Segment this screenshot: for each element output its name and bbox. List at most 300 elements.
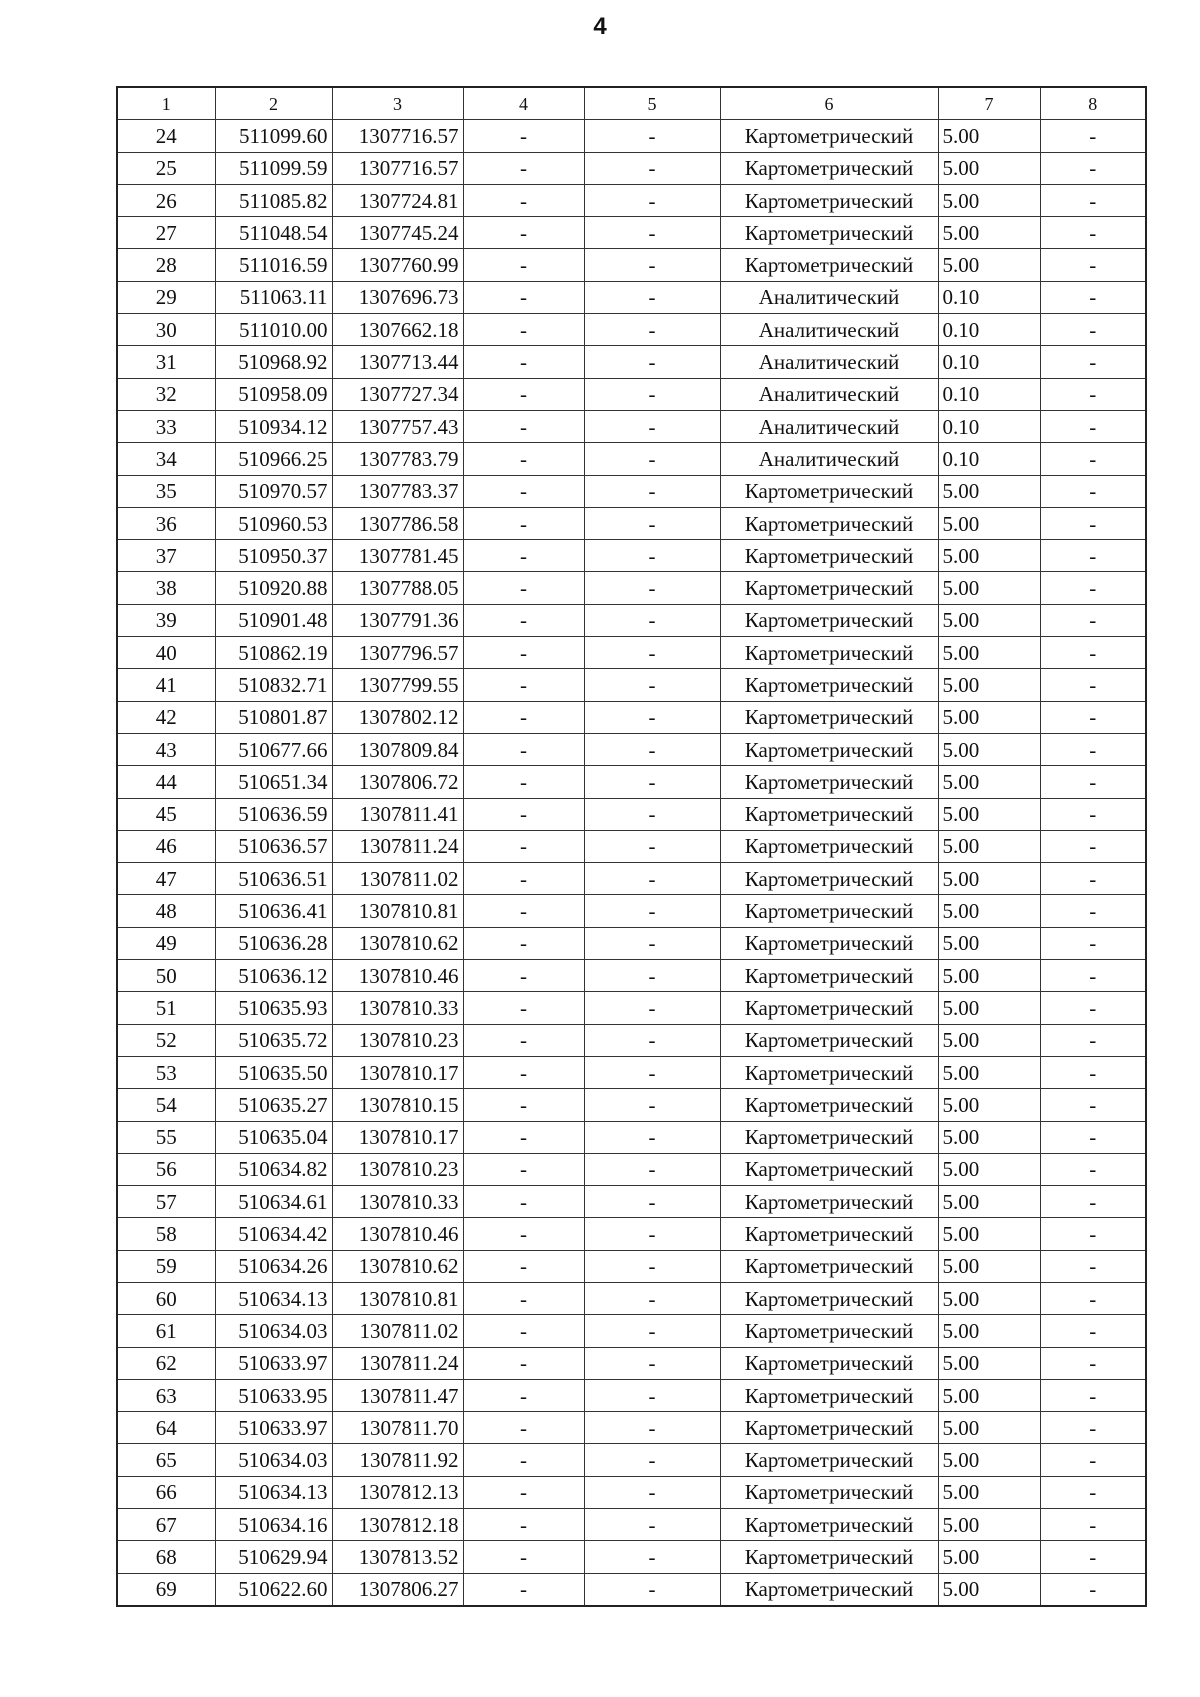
table-row (117, 1089, 1146, 1121)
x-coordinate-cell: 510950.37 (215, 540, 332, 572)
y-coordinate-cell: 1307786.58 (332, 507, 463, 539)
accuracy-cell: 0.10 (938, 346, 1040, 378)
y-coordinate-cell: 1307757.43 (332, 410, 463, 442)
table-row (117, 863, 1146, 895)
column-4-cell: - (463, 992, 584, 1024)
method-cell: Картометрический (720, 927, 938, 959)
point-number-cell: 50 (117, 960, 215, 992)
column-8-cell: - (1040, 1056, 1146, 1088)
column-8-cell: - (1040, 184, 1146, 216)
method-cell: Картометрический (720, 830, 938, 862)
column-4-cell: - (463, 927, 584, 959)
column-4-cell: - (463, 733, 584, 765)
table-body (117, 120, 1146, 1606)
method-cell: Картометрический (720, 249, 938, 281)
accuracy-cell: 5.00 (938, 701, 1040, 733)
x-coordinate-cell: 510970.57 (215, 475, 332, 507)
table-row (117, 152, 1146, 184)
accuracy-cell: 5.00 (938, 1347, 1040, 1379)
column-4-cell: - (463, 1347, 584, 1379)
column-4-cell: - (463, 1186, 584, 1218)
column-8-cell: - (1040, 766, 1146, 798)
y-coordinate-cell: 1307813.52 (332, 1541, 463, 1573)
x-coordinate-cell: 510634.61 (215, 1186, 332, 1218)
x-coordinate-cell: 510968.92 (215, 346, 332, 378)
method-cell: Картометрический (720, 1056, 938, 1088)
column-4-cell: - (463, 507, 584, 539)
point-number-cell: 36 (117, 507, 215, 539)
column-5-cell: - (584, 1315, 720, 1347)
x-coordinate-cell: 511099.60 (215, 120, 332, 152)
point-number-cell: 61 (117, 1315, 215, 1347)
y-coordinate-cell: 1307806.27 (332, 1573, 463, 1606)
column-5-cell: - (584, 1379, 720, 1411)
y-coordinate-cell: 1307810.81 (332, 1282, 463, 1314)
method-cell: Картометрический (720, 960, 938, 992)
method-cell: Картометрический (720, 475, 938, 507)
x-coordinate-cell: 510622.60 (215, 1573, 332, 1606)
accuracy-cell: 5.00 (938, 1476, 1040, 1508)
table-row (117, 540, 1146, 572)
column-4-cell: - (463, 572, 584, 604)
point-number-cell: 28 (117, 249, 215, 281)
table-row (117, 475, 1146, 507)
y-coordinate-cell: 1307810.33 (332, 992, 463, 1024)
column-8-cell: - (1040, 830, 1146, 862)
column-8-cell: - (1040, 1444, 1146, 1476)
method-cell: Аналитический (720, 410, 938, 442)
accuracy-cell: 5.00 (938, 249, 1040, 281)
column-5-cell: - (584, 249, 720, 281)
column-5-cell: - (584, 1218, 720, 1250)
column-4-cell: - (463, 863, 584, 895)
column-4-cell: - (463, 798, 584, 830)
column-4-cell: - (463, 314, 584, 346)
x-coordinate-cell: 510636.57 (215, 830, 332, 862)
column-8-cell: - (1040, 152, 1146, 184)
column-5-cell: - (584, 830, 720, 862)
x-coordinate-cell: 510801.87 (215, 701, 332, 733)
x-coordinate-cell: 510633.97 (215, 1347, 332, 1379)
method-cell: Картометрический (720, 1509, 938, 1541)
table-row (117, 701, 1146, 733)
x-coordinate-cell: 510633.95 (215, 1379, 332, 1411)
table-row (117, 992, 1146, 1024)
x-coordinate-cell: 510634.13 (215, 1282, 332, 1314)
point-number-cell: 53 (117, 1056, 215, 1088)
accuracy-cell: 5.00 (938, 184, 1040, 216)
method-cell: Картометрический (720, 1476, 938, 1508)
x-coordinate-cell: 511010.00 (215, 314, 332, 346)
point-number-cell: 64 (117, 1412, 215, 1444)
x-coordinate-cell: 510634.03 (215, 1315, 332, 1347)
method-cell: Картометрический (720, 637, 938, 669)
column-8-cell: - (1040, 1476, 1146, 1508)
column-5-cell: - (584, 604, 720, 636)
accuracy-cell: 5.00 (938, 507, 1040, 539)
accuracy-cell: 5.00 (938, 1218, 1040, 1250)
y-coordinate-cell: 1307727.34 (332, 378, 463, 410)
x-coordinate-cell: 510636.12 (215, 960, 332, 992)
column-4-cell: - (463, 346, 584, 378)
column-4-cell: - (463, 281, 584, 313)
accuracy-cell: 5.00 (938, 1573, 1040, 1606)
column-4-cell: - (463, 184, 584, 216)
column-4-cell: - (463, 1541, 584, 1573)
column-4-cell: - (463, 1315, 584, 1347)
column-4-cell: - (463, 895, 584, 927)
x-coordinate-cell: 510901.48 (215, 604, 332, 636)
y-coordinate-cell: 1307716.57 (332, 120, 463, 152)
column-8-cell: - (1040, 1218, 1146, 1250)
table-row (117, 927, 1146, 959)
method-cell: Картометрический (720, 1121, 938, 1153)
column-5-cell: - (584, 1089, 720, 1121)
column-8-cell: - (1040, 733, 1146, 765)
method-cell: Аналитический (720, 346, 938, 378)
column-8-cell: - (1040, 1379, 1146, 1411)
column-8-cell: - (1040, 1315, 1146, 1347)
column-8-cell: - (1040, 863, 1146, 895)
x-coordinate-cell: 510651.34 (215, 766, 332, 798)
accuracy-cell: 5.00 (938, 1509, 1040, 1541)
column-4-cell: - (463, 1153, 584, 1185)
point-number-cell: 38 (117, 572, 215, 604)
point-number-cell: 42 (117, 701, 215, 733)
accuracy-cell: 5.00 (938, 637, 1040, 669)
column-5-cell: - (584, 733, 720, 765)
x-coordinate-cell: 510635.27 (215, 1089, 332, 1121)
method-cell: Аналитический (720, 443, 938, 475)
method-cell: Картометрический (720, 217, 938, 249)
accuracy-cell: 5.00 (938, 1315, 1040, 1347)
column-5-cell: - (584, 1476, 720, 1508)
y-coordinate-cell: 1307811.47 (332, 1379, 463, 1411)
point-number-cell: 68 (117, 1541, 215, 1573)
column-5-cell: - (584, 992, 720, 1024)
y-coordinate-cell: 1307810.15 (332, 1089, 463, 1121)
point-number-cell: 55 (117, 1121, 215, 1153)
x-coordinate-cell: 510633.97 (215, 1412, 332, 1444)
column-5-cell: - (584, 184, 720, 216)
method-cell: Картометрический (720, 184, 938, 216)
y-coordinate-cell: 1307811.41 (332, 798, 463, 830)
accuracy-cell: 5.00 (938, 798, 1040, 830)
table-row (117, 410, 1146, 442)
point-number-cell: 56 (117, 1153, 215, 1185)
table-row (117, 314, 1146, 346)
column-8-cell: - (1040, 120, 1146, 152)
column-5-cell: - (584, 1056, 720, 1088)
accuracy-cell: 5.00 (938, 1186, 1040, 1218)
column-5-cell: - (584, 120, 720, 152)
accuracy-cell: 5.00 (938, 1541, 1040, 1573)
column-5-cell: - (584, 701, 720, 733)
column-header: 4 (463, 87, 584, 120)
column-4-cell: - (463, 766, 584, 798)
method-cell: Картометрический (720, 798, 938, 830)
column-4-cell: - (463, 960, 584, 992)
column-5-cell: - (584, 1153, 720, 1185)
table-row (117, 443, 1146, 475)
accuracy-cell: 5.00 (938, 475, 1040, 507)
table-row (117, 346, 1146, 378)
y-coordinate-cell: 1307810.33 (332, 1186, 463, 1218)
column-5-cell: - (584, 378, 720, 410)
table-row (117, 1573, 1146, 1606)
column-8-cell: - (1040, 927, 1146, 959)
column-5-cell: - (584, 507, 720, 539)
accuracy-cell: 0.10 (938, 410, 1040, 442)
column-8-cell: - (1040, 960, 1146, 992)
method-cell: Картометрический (720, 152, 938, 184)
x-coordinate-cell: 510634.13 (215, 1476, 332, 1508)
method-cell: Картометрический (720, 1573, 938, 1606)
x-coordinate-cell: 510966.25 (215, 443, 332, 475)
x-coordinate-cell: 511048.54 (215, 217, 332, 249)
column-8-cell: - (1040, 314, 1146, 346)
accuracy-cell: 0.10 (938, 281, 1040, 313)
accuracy-cell: 5.00 (938, 830, 1040, 862)
point-number-cell: 54 (117, 1089, 215, 1121)
x-coordinate-cell: 510634.82 (215, 1153, 332, 1185)
y-coordinate-cell: 1307811.02 (332, 863, 463, 895)
x-coordinate-cell: 511063.11 (215, 281, 332, 313)
x-coordinate-cell: 510832.71 (215, 669, 332, 701)
column-header: 8 (1040, 87, 1146, 120)
y-coordinate-cell: 1307806.72 (332, 766, 463, 798)
table-row (117, 281, 1146, 313)
point-number-cell: 49 (117, 927, 215, 959)
table-row (117, 766, 1146, 798)
x-coordinate-cell: 510629.94 (215, 1541, 332, 1573)
column-5-cell: - (584, 1509, 720, 1541)
accuracy-cell: 5.00 (938, 120, 1040, 152)
column-5-cell: - (584, 766, 720, 798)
column-8-cell: - (1040, 1250, 1146, 1282)
accuracy-cell: 5.00 (938, 540, 1040, 572)
table-row (117, 830, 1146, 862)
table-row (117, 1444, 1146, 1476)
method-cell: Картометрический (720, 1024, 938, 1056)
column-4-cell: - (463, 637, 584, 669)
method-cell: Картометрический (720, 1315, 938, 1347)
point-number-cell: 33 (117, 410, 215, 442)
x-coordinate-cell: 510635.93 (215, 992, 332, 1024)
x-coordinate-cell: 510635.04 (215, 1121, 332, 1153)
y-coordinate-cell: 1307809.84 (332, 733, 463, 765)
y-coordinate-cell: 1307810.17 (332, 1056, 463, 1088)
accuracy-cell: 0.10 (938, 443, 1040, 475)
y-coordinate-cell: 1307810.62 (332, 1250, 463, 1282)
column-header: 2 (215, 87, 332, 120)
y-coordinate-cell: 1307810.23 (332, 1153, 463, 1185)
y-coordinate-cell: 1307811.70 (332, 1412, 463, 1444)
y-coordinate-cell: 1307812.18 (332, 1509, 463, 1541)
table-row (117, 217, 1146, 249)
column-8-cell: - (1040, 1541, 1146, 1573)
column-5-cell: - (584, 1444, 720, 1476)
column-4-cell: - (463, 1509, 584, 1541)
method-cell: Аналитический (720, 378, 938, 410)
y-coordinate-cell: 1307810.81 (332, 895, 463, 927)
point-number-cell: 57 (117, 1186, 215, 1218)
column-4-cell: - (463, 540, 584, 572)
accuracy-cell: 5.00 (938, 863, 1040, 895)
method-cell: Картометрический (720, 507, 938, 539)
table-row (117, 1153, 1146, 1185)
column-4-cell: - (463, 443, 584, 475)
column-5-cell: - (584, 863, 720, 895)
point-number-cell: 43 (117, 733, 215, 765)
column-8-cell: - (1040, 701, 1146, 733)
y-coordinate-cell: 1307799.55 (332, 669, 463, 701)
column-header: 6 (720, 87, 938, 120)
column-5-cell: - (584, 475, 720, 507)
y-coordinate-cell: 1307796.57 (332, 637, 463, 669)
accuracy-cell: 5.00 (938, 217, 1040, 249)
table-row (117, 1476, 1146, 1508)
table-row (117, 184, 1146, 216)
method-cell: Картометрический (720, 766, 938, 798)
column-8-cell: - (1040, 540, 1146, 572)
y-coordinate-cell: 1307788.05 (332, 572, 463, 604)
column-8-cell: - (1040, 1573, 1146, 1606)
table-row (117, 1056, 1146, 1088)
point-number-cell: 37 (117, 540, 215, 572)
page-number: 4 (593, 13, 607, 40)
x-coordinate-cell: 510636.59 (215, 798, 332, 830)
column-4-cell: - (463, 701, 584, 733)
point-number-cell: 27 (117, 217, 215, 249)
method-cell: Картометрический (720, 1412, 938, 1444)
column-5-cell: - (584, 927, 720, 959)
table-row (117, 1121, 1146, 1153)
column-4-cell: - (463, 378, 584, 410)
accuracy-cell: 5.00 (938, 733, 1040, 765)
accuracy-cell: 5.00 (938, 1412, 1040, 1444)
point-number-cell: 51 (117, 992, 215, 1024)
column-8-cell: - (1040, 1121, 1146, 1153)
y-coordinate-cell: 1307811.24 (332, 1347, 463, 1379)
y-coordinate-cell: 1307783.79 (332, 443, 463, 475)
x-coordinate-cell: 510934.12 (215, 410, 332, 442)
x-coordinate-cell: 510958.09 (215, 378, 332, 410)
column-8-cell: - (1040, 249, 1146, 281)
table-row (117, 1541, 1146, 1573)
column-header: 5 (584, 87, 720, 120)
point-number-cell: 60 (117, 1282, 215, 1314)
table-row (117, 1347, 1146, 1379)
y-coordinate-cell: 1307810.17 (332, 1121, 463, 1153)
column-8-cell: - (1040, 346, 1146, 378)
column-8-cell: - (1040, 1347, 1146, 1379)
point-number-cell: 46 (117, 830, 215, 862)
column-4-cell: - (463, 1250, 584, 1282)
method-cell: Картометрический (720, 863, 938, 895)
column-4-cell: - (463, 604, 584, 636)
accuracy-cell: 5.00 (938, 669, 1040, 701)
accuracy-cell: 5.00 (938, 1379, 1040, 1411)
accuracy-cell: 5.00 (938, 1121, 1040, 1153)
column-5-cell: - (584, 1024, 720, 1056)
point-number-cell: 30 (117, 314, 215, 346)
accuracy-cell: 0.10 (938, 378, 1040, 410)
y-coordinate-cell: 1307781.45 (332, 540, 463, 572)
y-coordinate-cell: 1307810.23 (332, 1024, 463, 1056)
column-8-cell: - (1040, 1509, 1146, 1541)
point-number-cell: 59 (117, 1250, 215, 1282)
table-row (117, 572, 1146, 604)
column-4-cell: - (463, 1476, 584, 1508)
column-5-cell: - (584, 314, 720, 346)
accuracy-cell: 5.00 (938, 1444, 1040, 1476)
x-coordinate-cell: 511085.82 (215, 184, 332, 216)
table-row (117, 1024, 1146, 1056)
column-4-cell: - (463, 217, 584, 249)
table-row (117, 960, 1146, 992)
y-coordinate-cell: 1307810.46 (332, 960, 463, 992)
x-coordinate-cell: 510960.53 (215, 507, 332, 539)
column-header: 1 (117, 87, 215, 120)
column-5-cell: - (584, 1347, 720, 1379)
point-number-cell: 58 (117, 1218, 215, 1250)
y-coordinate-cell: 1307812.13 (332, 1476, 463, 1508)
column-8-cell: - (1040, 992, 1146, 1024)
column-4-cell: - (463, 669, 584, 701)
column-5-cell: - (584, 1573, 720, 1606)
x-coordinate-cell: 510677.66 (215, 733, 332, 765)
column-8-cell: - (1040, 410, 1146, 442)
point-number-cell: 66 (117, 1476, 215, 1508)
column-4-cell: - (463, 1024, 584, 1056)
y-coordinate-cell: 1307713.44 (332, 346, 463, 378)
column-8-cell: - (1040, 443, 1146, 475)
point-number-cell: 26 (117, 184, 215, 216)
column-8-cell: - (1040, 1186, 1146, 1218)
method-cell: Картометрический (720, 120, 938, 152)
table-row (117, 895, 1146, 927)
table-row (117, 1412, 1146, 1444)
column-8-cell: - (1040, 1024, 1146, 1056)
accuracy-cell: 5.00 (938, 1153, 1040, 1185)
column-8-cell: - (1040, 1412, 1146, 1444)
x-coordinate-cell: 510636.51 (215, 863, 332, 895)
column-5-cell: - (584, 346, 720, 378)
column-5-cell: - (584, 443, 720, 475)
table-row (117, 604, 1146, 636)
y-coordinate-cell: 1307760.99 (332, 249, 463, 281)
y-coordinate-cell: 1307696.73 (332, 281, 463, 313)
x-coordinate-cell: 511099.59 (215, 152, 332, 184)
table-row (117, 1186, 1146, 1218)
point-number-cell: 45 (117, 798, 215, 830)
method-cell: Картометрический (720, 895, 938, 927)
point-number-cell: 29 (117, 281, 215, 313)
column-8-cell: - (1040, 798, 1146, 830)
column-header: 7 (938, 87, 1040, 120)
table-row (117, 637, 1146, 669)
column-5-cell: - (584, 960, 720, 992)
column-5-cell: - (584, 1412, 720, 1444)
method-cell: Картометрический (720, 992, 938, 1024)
accuracy-cell: 5.00 (938, 1250, 1040, 1282)
point-number-cell: 35 (117, 475, 215, 507)
table-row (117, 378, 1146, 410)
column-4-cell: - (463, 1121, 584, 1153)
column-8-cell: - (1040, 637, 1146, 669)
column-5-cell: - (584, 637, 720, 669)
